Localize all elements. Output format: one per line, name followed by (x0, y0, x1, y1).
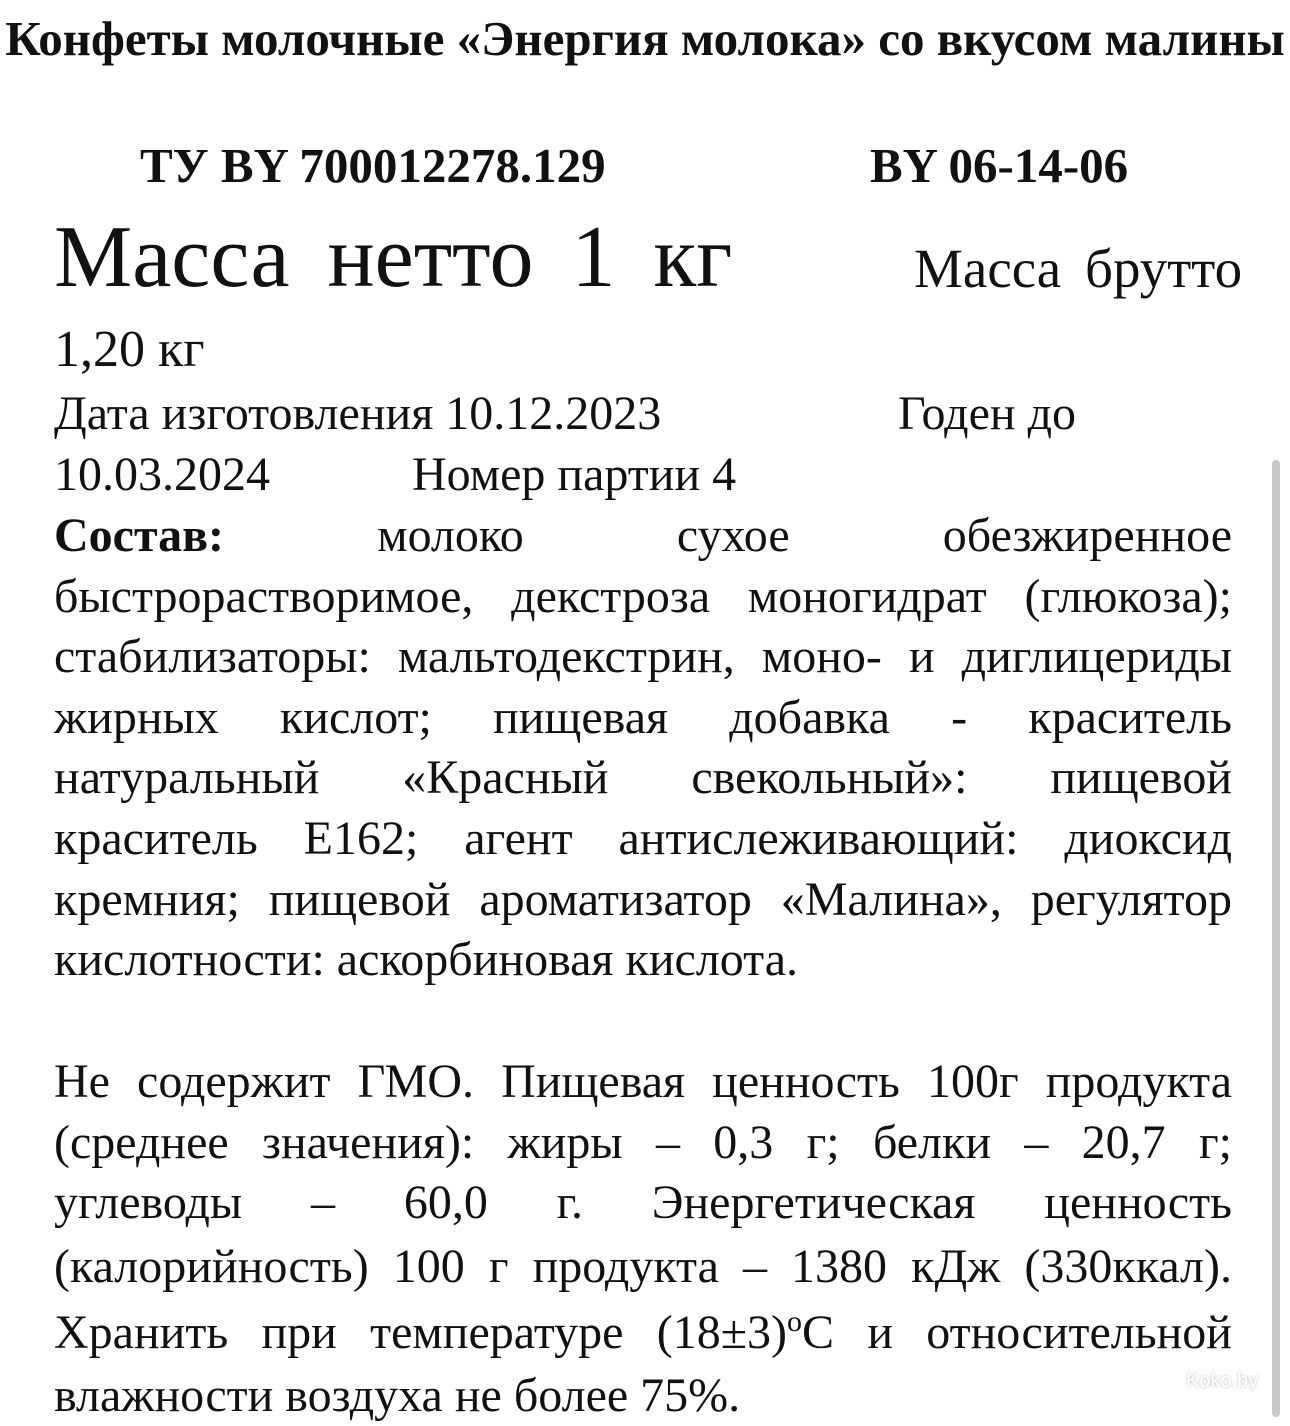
composition-paragraph (54, 506, 1232, 991)
degree-sign: о (787, 1304, 803, 1338)
expiry-date: 10.03.2024 (54, 448, 270, 501)
expiry-label: Годен до (898, 387, 1076, 440)
watermark-logo: Koko.by (1186, 1370, 1259, 1392)
nutrition-text: Не содержит ГМО. Пищевая ценность 100г продукта (среднее значения): жиры – 0,3 г; белки – 20,7 г; углеводы – 60,0 г. Энергетическая ценность (калорийность) 100 г продукта – 1380 кДж (330ккал). (54, 1055, 1232, 1293)
batch-number: Номер партии 4 (412, 448, 737, 501)
gross-mass-label: Масса брутто (914, 238, 1243, 299)
gross-mass-value: 1,20 кг (54, 321, 205, 378)
composition-text: молоко сухое обезжиренное быстрорастворимое, декстроза моногидрат (глюкоза); стабилизаторы: мальтодекстрин, моно- и диглицериды жирных кислот; пищевая добавка - краситель натуральный «Красный свекольный»: пищевой краситель Е162; агент антислеживающий: диоксид кремния; пищевой ароматизатор «Малина», регулятор кислотности: аскорбиновая кислота. (54, 509, 1232, 987)
product-title: Конфеты молочные «Энергия молока» со вкусом малины (5, 11, 1285, 66)
net-mass: Масса нетто 1 кг (54, 209, 733, 306)
tu-standard: ТУ BY 700012278.129 (140, 138, 606, 193)
certificate-code: BY 06-14-06 (870, 138, 1129, 193)
manufacture-date: Дата изготовления 10.12.2023 (54, 387, 662, 440)
storage-prefix: Хранить при температуре (18±3) (54, 1305, 788, 1359)
composition-label: Состав: (54, 509, 225, 562)
vertical-scrollbar[interactable] (1272, 460, 1280, 1417)
storage-suffix: С и относительной влажности воздуха не более 75%. (54, 1305, 1232, 1422)
nutrition-paragraph (54, 1052, 1232, 1426)
